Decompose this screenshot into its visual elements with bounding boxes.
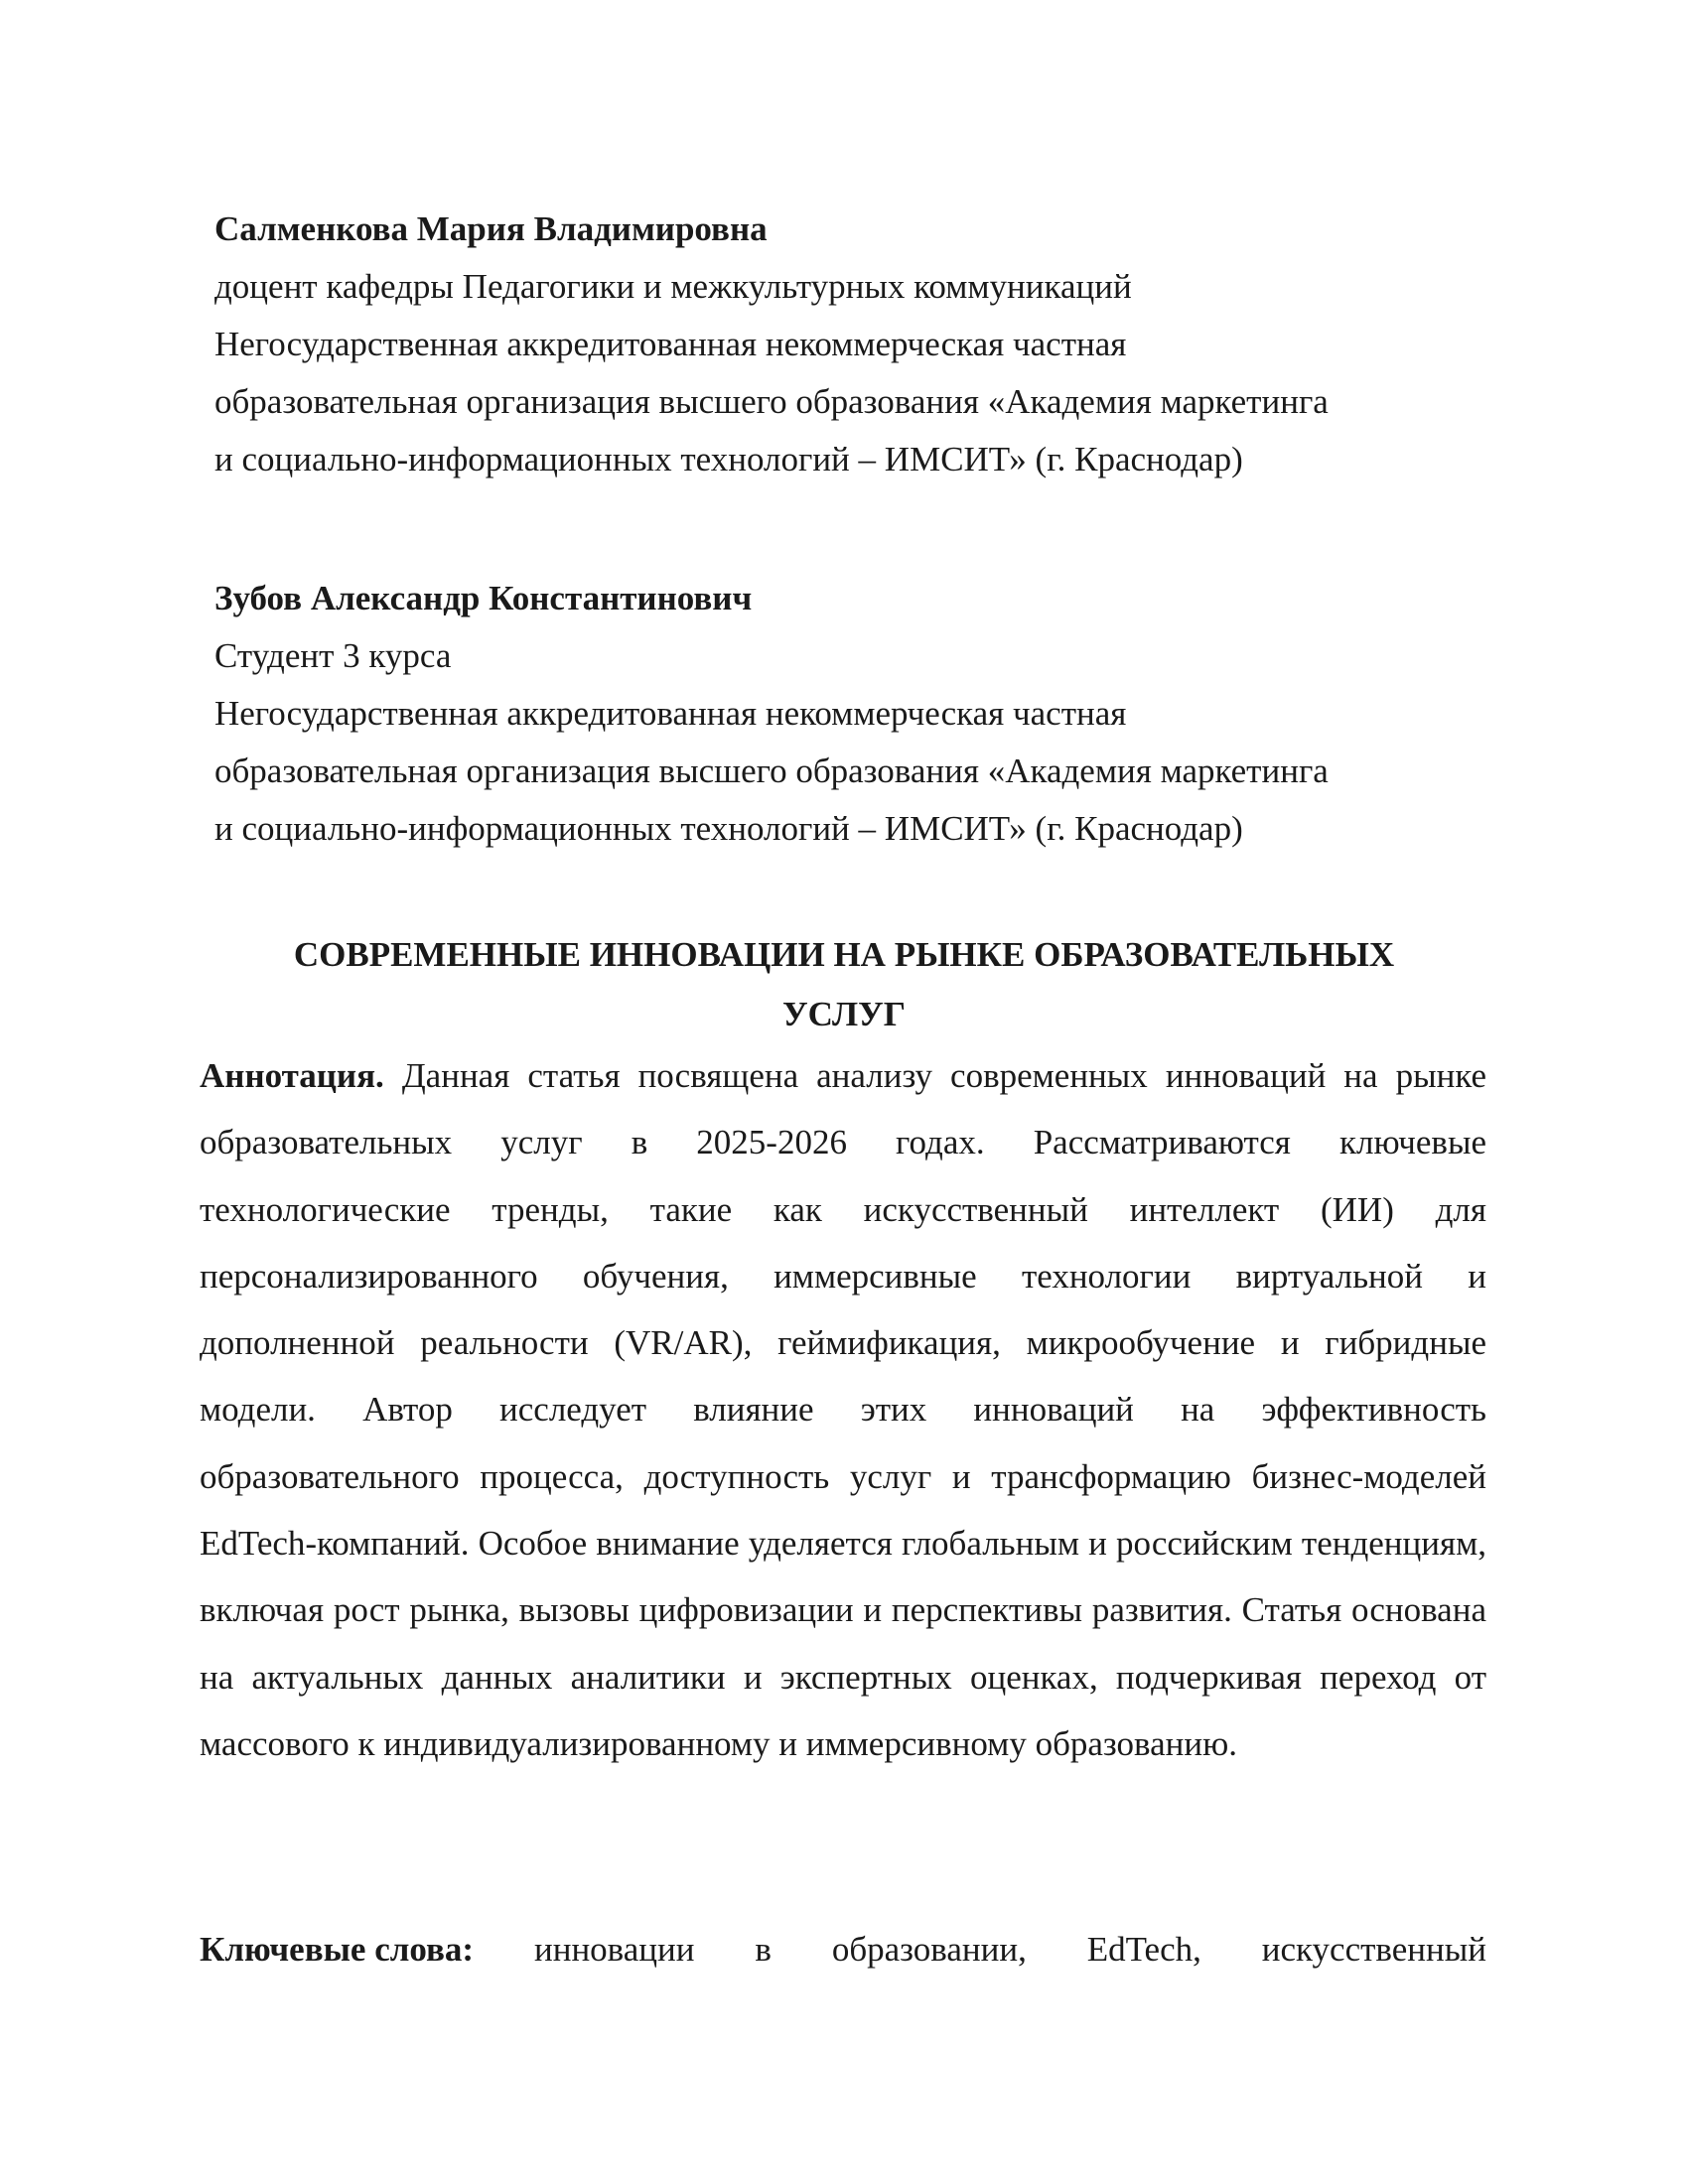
- author-block-1: [214, 201, 1495, 488]
- abstract-label: Аннотация.: [200, 1056, 384, 1095]
- author-name: Зубов Александр Константинович: [214, 579, 753, 617]
- keyword-word: EdTech,: [1086, 1930, 1201, 1969]
- abstract-paragraph: [200, 1042, 1486, 1777]
- article-title: [199, 925, 1489, 1044]
- abstract-text: Данная статья посвящена анализу современных инноваций на рынке образовательных услуг в 2025-2026 годах. Рассматриваются ключевые технологические тренды, такие как искусственный интеллект (ИИ) для персонализированного обучения, иммерсивные технологии виртуальной и дополненной реальности (VR/AR), геймификация, микрообучение и гибридные модели. Автор исследует влияние этих инноваций на эффективность образовательного процесса, доступность услуг и трансформацию бизнес-моделей EdTech-компаний. Особое внимание уделяется глобальным и российским тенденциям, включая рост рынка, вызовы цифровизации и перспективы развития. Статья основана на актуальных данных аналитики и экспертных оценках, подчеркивая переход от массового к индивидуализированному и иммерсивному образованию.: [200, 1056, 1487, 1763]
- keyword-word: в: [755, 1930, 772, 1969]
- author-affiliation-line: и социально-информационных технологий – ИМСИТ» (г. Краснодар): [214, 809, 1243, 848]
- keywords-label: Ключевые слова:: [200, 1930, 475, 1969]
- author-affiliation-line: Негосударственная аккредитованная некоммерческая частная: [214, 694, 1127, 733]
- article-title-line-1: СОВРЕМЕННЫЕ ИННОВАЦИИ НА РЫНКЕ ОБРАЗОВАТЕЛЬНЫХ: [293, 935, 1395, 974]
- author-name: Салменкова Мария Владимировна: [214, 209, 768, 248]
- author-affiliation-line: Негосударственная аккредитованная некоммерческая частная: [214, 325, 1127, 363]
- keyword-word: образовании,: [831, 1930, 1027, 1969]
- author-block-2: [214, 570, 1495, 858]
- author-affiliation-line: образовательная организация высшего образования «Академия маркетинга: [214, 751, 1329, 790]
- keywords-paragraph: [200, 1916, 1486, 1982]
- keyword-word: инновации: [533, 1930, 695, 1969]
- author-affiliation-line: образовательная организация высшего образования «Академия маркетинга: [214, 382, 1329, 421]
- author-position: доцент кафедры Педагогики и межкультурных коммуникаций: [214, 267, 1132, 306]
- author-affiliation-line: и социально-информационных технологий – ИМСИТ» (г. Краснодар): [214, 440, 1243, 478]
- author-position: Студент 3 курса: [214, 636, 452, 675]
- keyword-word: искусственный: [1261, 1930, 1486, 1969]
- article-title-line-2: УСЛУГ: [781, 995, 907, 1033]
